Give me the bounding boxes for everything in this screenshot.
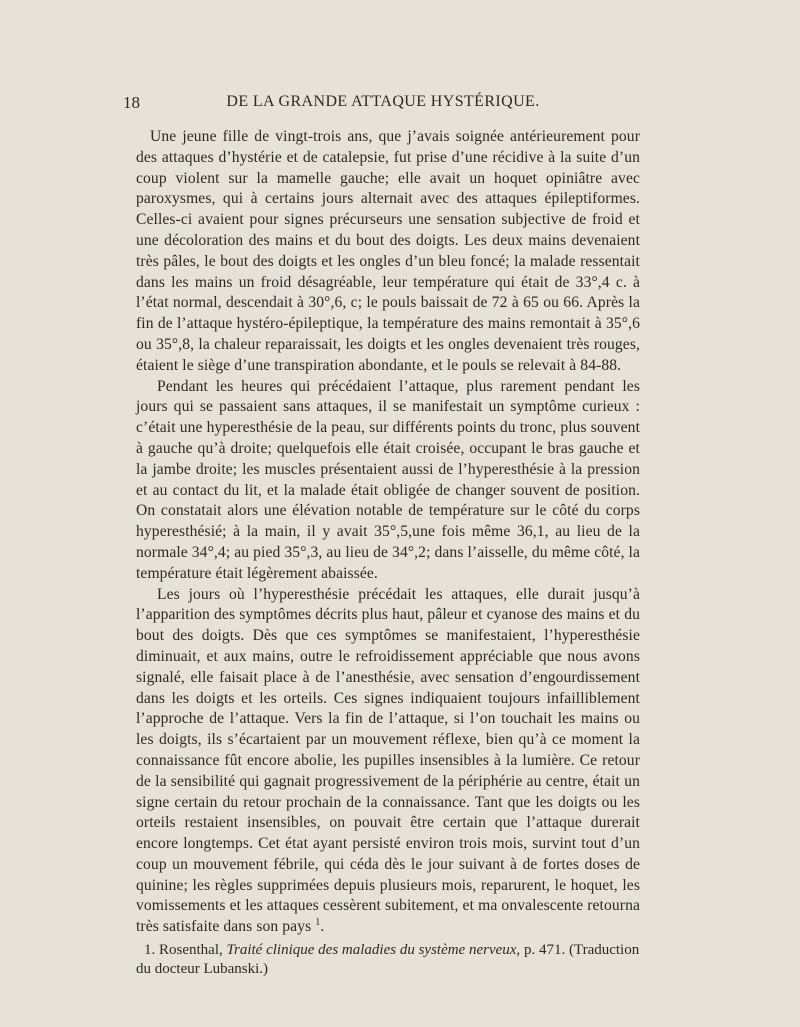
footnote-reference: 1 bbox=[315, 917, 321, 929]
body-text bbox=[136, 127, 640, 938]
footnote-author: Rosenthal, bbox=[159, 942, 223, 958]
paragraph-3: Les jours où l’hyperesthésie précédait les attaques, elle durait jusqu’à l’apparition des symptômes décrits plus haut, pâleur et cyanose des mains et du bout des doigts. Dès que ces symptômes se manifestaient, l’hyperesthésie diminuait, et aux mains, outre le refroidissement appréciable que nous avons signalé, elle faisait place à de l’anesthésie, avec sensation d’engourdissement dans les doigts et les orteils. Ces signes indiquaient toujours infailliblement l’approche de l’attaque. Vers la fin de l’attaque, si l’on touchait les mains ou les doigts, ils s’écartaient par un mouvement réflexe, bien qu’à ce moment la connaissance fût encore abolie, les pupilles insensibles à la lumière. Ce retour de la sensibilité qui gagnait progressivement de la périphérie au centre, était un signe certain du retour prochain de la connaissance. Tant que les doigts ou les orteils restaient insensibles, on pouvait être certain que l’attaque durerait encore longtemps. Cet état ayant persisté environ trois mois, survint tout d’un coup un mouvement fébrile, qui céda dès le jour suivant à de fortes doses de quinine; les règles supprimées depuis plusieurs mois, reparurent, le hoquet, les vomissements et les attaques cessèrent subitement, et ma onvalescente retourna très satisfaite dans son pays $^1$. bbox=[136, 585, 640, 936]
running-title: DE LA GRANDE ATTAQUE HYSTÉRIQUE. bbox=[226, 93, 540, 110]
footnote-number: 1. bbox=[144, 942, 156, 958]
footnote-title: Traité clinique des maladies du système nerveux, bbox=[226, 942, 521, 958]
page-header bbox=[123, 93, 643, 115]
footnote-rest: p. 471. (Traduction du docteur Lubanski.) bbox=[136, 942, 640, 977]
footnote bbox=[136, 941, 646, 979]
page-number: 18 bbox=[123, 93, 140, 112]
paragraph-2: Pendant les heures qui précédaient l’attaque, plus rarement pendant les jours qui se passaient sans attaques, il se manifestait un symptôme curieux : c’était une hyperesthésie de la peau, sur différents points du tronc, plus souvent à gauche qu’à droite; quelquefois elle était croisée, occupant le bras gauche et la jambe droite; les muscles présentaient aussi de l’hyperesthésie à la pression et au contact du lit, et la malade était obligée de changer souvent de position. On constatait alors une élévation notable de température sur le côté du corps hyperesthésié; à la main, il y avait 35°,5,une fois même 36,1, au lieu de la normale 34°,4; au pied 35°,3, au lieu de 34°,2; dans l’aisselle, du même côté, la température était légèrement abaissée. bbox=[136, 377, 641, 582]
paragraph-3-text: Les jours où l’hyperesthésie précédait les attaques, elle durait jusqu’à l’apparition des symptômes décrits plus haut, pâleur et cyanose des mains et du bout des doigts. Dès que ces symptômes se manifestaient, l’hyperesthésie diminuait, et aux mains, outre le refroidissement appréciable que nous avons signalé, elle faisait place à de l’anesthésie, avec sensation d’engourdissement dans les doigts et les orteils. Ces signes indiquaient toujours infailliblement l’approche de l’attaque. Vers la fin de l’attaque, si l’on touchait les mains ou les doigts, ils s’écartaient par un mouvement réflexe, bien qu’à ce moment la connaissance fût encore abolie, les pupilles insensibles à la lumière. Ce retour de la sensibilité qui gagnait progressivement de la périphérie au centre, était un signe certain du retour prochain de la connaissance. Tant que les doigts ou les orteils restaient insensibles, on pouvait être certain que l’attaque durerait encore longtemps. Cet état ayant persisté environ trois mois, survint tout d’un coup un mouvement fébrile, qui céda dès le jour suivant à de fortes doses de quinine; les règles supprimées depuis plusieurs mois, reparurent, le hoquet, les vomissements et les attaques cessèrent subitement, et ma onvalescente retourna très satisfaite dans son pays bbox=[136, 585, 640, 936]
paragraph-1: Une jeune fille de vingt-trois ans, que j’avais soignée antérieurement pour des attaques d’hystérie et de catalepsie, fut prise d’une récidive à la suite d’un coup violent sur la mamelle gauche; elle avait un hoquet opiniâtre avec paroxysmes, qui à certains jours alternait avec des attaques épileptiformes. Celles-ci avaient pour signes précurseurs une sensation subjective de froid et une décoloration des mains et du bout des doigts. Les deux mains devenaient très pâles, le bout des doigts et les ongles d’un bleu foncé; la malade ressentait dans les mains un froid désagréable, leur température qui était de 33°,4 c. à l’état normal, descendait à 30°,6, c; le pouls baissait de 72 à 65 ou 66. Après la fin de l’attaque hystéro-épileptique, la température des mains remontait à 35°,6 ou 35°,8, la chaleur reparaissait, les doigts et les ongles devenaient très rouges, étaient le siège d’une transpiration abondante, et le pouls se relevait à 84-88. bbox=[136, 128, 640, 374]
